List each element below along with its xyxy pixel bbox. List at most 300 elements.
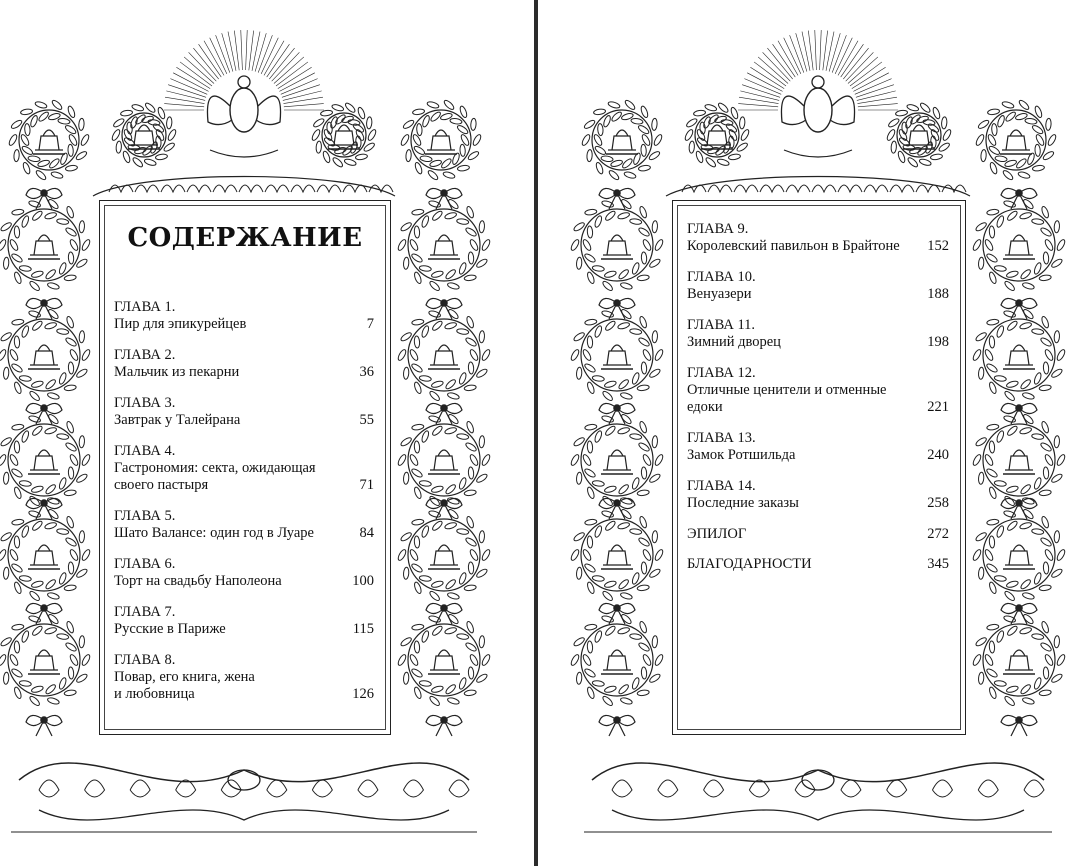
sunburst-ray [199, 44, 222, 77]
pastry-icon [30, 235, 58, 255]
laurel-leaf [397, 654, 408, 667]
laurel-leaf [457, 165, 470, 172]
laurel-leaf [397, 349, 408, 362]
acanthus-scroll-icon [612, 810, 1024, 820]
sunburst-ray [742, 85, 780, 98]
bow-knot [41, 405, 47, 411]
toc-entry[interactable] [114, 443, 374, 494]
laurel-leaf [51, 171, 64, 180]
toc-entry[interactable] [687, 317, 949, 351]
laurel-leaf [56, 218, 69, 225]
wreath-ring [8, 209, 80, 281]
laurel-leaf [641, 562, 647, 574]
laurel-leaf [891, 141, 897, 153]
laurel-leaf [604, 580, 617, 589]
laurel-leaf [403, 257, 409, 269]
laurel-leaf [11, 424, 24, 431]
laurel-leaf [981, 149, 987, 161]
laurel-leaf [972, 654, 983, 667]
wreath-ring [581, 424, 653, 496]
bow-knot [614, 405, 620, 411]
laurel-leaf [604, 685, 617, 694]
sunburst-ray [852, 67, 886, 88]
laurel-leaf [344, 102, 356, 114]
page-number: 221 [927, 399, 949, 415]
laurel-leaf [468, 667, 474, 679]
wreath-ring [983, 424, 1055, 496]
laurel-leaf [11, 519, 24, 526]
laurel-leaf [31, 485, 44, 494]
acanthus-leaf [612, 780, 632, 797]
laurel-leaf [8, 134, 19, 147]
laurel-leaf [1031, 633, 1044, 640]
pastry-icon [430, 650, 458, 670]
laurel-leaf [593, 108, 606, 115]
laurel-leaf [629, 433, 642, 440]
laurel-leaf [618, 483, 630, 495]
page-number: 258 [927, 495, 949, 511]
laurel-leaf [445, 378, 457, 390]
laurel-leaf [481, 454, 492, 467]
toc-entry[interactable] [687, 221, 949, 255]
laurel-leaf [479, 331, 485, 343]
laurel-leaf [69, 349, 80, 362]
laurel-leaf [654, 549, 665, 562]
acanthus-scroll-icon [786, 185, 810, 192]
laurel-leaf [1035, 144, 1041, 156]
pastry-icon [30, 650, 58, 670]
laurel-leaf [581, 134, 592, 147]
laurel-leaf [1031, 528, 1044, 535]
laurel-leaf [447, 697, 460, 706]
laurel-leaf [601, 390, 613, 402]
laurel-leaf [610, 111, 622, 123]
laurel-leaf [989, 226, 995, 238]
laurel-leaf [1043, 562, 1049, 574]
wreath-ring [983, 319, 1055, 391]
laurel-leaf [601, 310, 614, 319]
laurel-leaf [642, 654, 653, 667]
laurel-leaf [428, 590, 440, 602]
laurel-leaf [930, 153, 943, 160]
bow-knot [614, 300, 620, 306]
laurel-leaf [1043, 252, 1049, 264]
laurel-leaf [19, 375, 32, 382]
laurel-leaf [584, 519, 597, 526]
sunburst-ray [763, 52, 791, 81]
chapter-label: ГЛАВА 13. [687, 430, 756, 446]
laurel-leaf [429, 111, 441, 123]
chapter-title: Мальчик из пекарни [114, 364, 240, 380]
bow-knot [614, 717, 620, 723]
laurel-leaf [479, 636, 485, 648]
laurel-leaf [166, 117, 172, 129]
toc-entry[interactable] [114, 604, 374, 638]
laurel-leaf [65, 165, 78, 172]
laurel-leaf [120, 110, 133, 117]
acanthus-scroll-icon [187, 185, 211, 192]
acanthus-leaf [221, 780, 241, 797]
acanthus-leaf [449, 780, 469, 797]
toc-entry[interactable] [114, 347, 374, 381]
laurel-leaf [601, 510, 614, 519]
laurel-leaf [652, 531, 658, 543]
laurel-leaf [1003, 280, 1015, 292]
laurel-leaf [411, 624, 424, 631]
sunburst-ray [857, 91, 896, 101]
laurel-leaf [19, 265, 32, 272]
sunburst-ray [835, 38, 852, 74]
laurel-leaf [587, 536, 593, 548]
wreath-ring [581, 624, 653, 696]
laurel-leaf [1003, 590, 1015, 602]
eagle-icon [230, 88, 258, 132]
toc-entry[interactable] [114, 508, 374, 542]
laurel-leaf [624, 99, 636, 111]
laurel-leaf [617, 321, 630, 330]
chapter-title-line1: Гастрономия: секта, ожидающая [114, 460, 316, 476]
laurel-leaf [617, 211, 630, 220]
toc-entry-acknowledgements[interactable] [687, 556, 949, 573]
acanthus-scroll-icon [265, 185, 289, 192]
bow-knot [1016, 300, 1022, 306]
bow-knot [614, 190, 620, 196]
laurel-leaf [986, 519, 999, 526]
laurel-branch [210, 150, 278, 157]
laurel-leaf [56, 433, 69, 440]
sunburst-ray [204, 41, 224, 76]
laurel-leaf [68, 252, 74, 264]
laurel-leaf [431, 685, 444, 694]
laurel-leaf [68, 362, 74, 374]
laurel-leaf [31, 210, 43, 222]
laurel-leaf [621, 157, 633, 169]
laurel-leaf [431, 580, 444, 589]
pastry-icon [603, 545, 631, 565]
toc-entry[interactable] [687, 478, 949, 512]
laurel-leaf [431, 320, 443, 332]
laurel-leaf [28, 310, 41, 319]
sunburst-ray [856, 85, 894, 98]
laurel-leaf [1031, 218, 1044, 225]
acanthus-leaf [267, 780, 287, 797]
sunburst-ray [754, 62, 786, 86]
pastry-icon [603, 650, 631, 670]
laurel-leaf [620, 697, 633, 706]
wreath-ring [8, 624, 80, 696]
laurel-leaf [68, 667, 74, 679]
laurel-leaf [31, 380, 44, 389]
chapter-label: ГЛАВА 2. [114, 347, 176, 363]
chapter-title: Королевский павильон в Брайтоне [687, 238, 900, 254]
laurel-leaf [1020, 683, 1032, 695]
laurel-leaf [460, 144, 466, 156]
sunburst-ray [773, 44, 796, 77]
laurel-leaf [1020, 483, 1032, 495]
chapter-label: ГЛАВА 10. [687, 269, 756, 285]
laurel-leaf [1045, 118, 1051, 130]
toc-entry[interactable] [114, 395, 374, 429]
laurel-leaf [617, 521, 630, 530]
laurel-leaf [481, 549, 492, 562]
wreath-ring [983, 519, 1055, 591]
laurel-leaf [1020, 578, 1032, 590]
laurel-leaf [444, 211, 457, 220]
laurel-leaf [1003, 310, 1016, 319]
laurel-leaf [654, 654, 665, 667]
laurel-leaf [604, 425, 616, 437]
laurel-leaf [20, 108, 33, 115]
laurel-leaf [642, 454, 653, 467]
page-number: 7 [366, 316, 374, 332]
laurel-leaf [419, 265, 432, 272]
bow-knot [1016, 405, 1022, 411]
laurel-leaf [570, 349, 581, 362]
pastry-icon [30, 450, 58, 470]
sunburst-ray [283, 91, 322, 101]
acanthus-leaf [887, 780, 907, 797]
laurel-leaf [19, 680, 32, 687]
wreath-ring [8, 424, 80, 496]
sunburst-ray [252, 32, 260, 71]
acanthus-scroll-icon [708, 185, 732, 192]
sunburst-ray [164, 104, 204, 107]
laurel-leaf [45, 578, 57, 590]
laurel-leaf [443, 171, 456, 180]
acanthus-leaf [658, 780, 678, 797]
toc-entry[interactable] [114, 299, 374, 333]
toc-entry[interactable] [114, 652, 374, 703]
laurel-leaf [332, 156, 344, 168]
laurel-leaf [1054, 331, 1060, 343]
pastry-icon [603, 450, 631, 470]
laurel-leaf [69, 549, 80, 562]
laurel-leaf [740, 129, 751, 142]
laurel-leaf [995, 155, 1008, 162]
laurel-leaf [986, 624, 999, 631]
toc-entry[interactable] [687, 269, 949, 303]
bow-knot [1016, 500, 1022, 506]
acanthus-leaf [358, 780, 378, 797]
laurel-leaf [470, 118, 476, 130]
laurel-leaf [584, 319, 597, 326]
acanthus-scroll-icon [291, 185, 315, 192]
section-title: БЛАГОДАРНОСТИ [687, 556, 812, 572]
toc-panel [672, 200, 966, 735]
laurel-leaf [629, 328, 642, 335]
sunburst-ray [274, 57, 304, 84]
sunburst-ray [808, 31, 813, 71]
wreath-ring [408, 519, 480, 591]
laurel-leaf [456, 218, 469, 225]
laurel-leaf [907, 156, 919, 168]
pastry-icon [1005, 450, 1033, 470]
laurel-leaf [582, 654, 593, 667]
laurel-leaf [28, 155, 41, 162]
page-number: 84 [359, 525, 374, 541]
chapter-title-line1: Отличные ценители и отменные [687, 382, 887, 398]
laurel-leaf [592, 680, 605, 687]
laurel-leaf [587, 441, 593, 453]
laurel-leaf [3, 367, 9, 379]
eagle-icon [804, 88, 832, 132]
laurel-leaf [984, 454, 995, 467]
laurel-leaf [79, 436, 85, 448]
bow-knot [441, 605, 447, 611]
laurel-leaf [479, 531, 485, 543]
acanthus-leaf [403, 780, 423, 797]
laurel-leaf [1031, 433, 1044, 440]
laurel-leaf [431, 485, 444, 494]
bow-knot [41, 190, 47, 196]
laurel-leaf [479, 221, 485, 233]
laurel-branch [784, 150, 852, 157]
acanthus-scroll-icon [213, 185, 237, 192]
toc-entry-epilogue[interactable] [687, 526, 949, 543]
toc-entry[interactable] [687, 365, 949, 416]
bow-knot [1016, 605, 1022, 611]
laurel-leaf [447, 392, 460, 401]
toc-panel [99, 200, 391, 735]
laurel-leaf [411, 424, 424, 431]
laurel-leaf [31, 625, 43, 637]
pastry-icon [30, 345, 58, 365]
pastry-icon [603, 345, 631, 365]
laurel-leaf [601, 615, 614, 624]
laurel-leaf [582, 454, 593, 467]
laurel-leaf [79, 331, 85, 343]
laurel-leaf [412, 108, 425, 115]
chapter-title: Завтрак у Талейрана [114, 412, 241, 428]
laurel-leaf [51, 99, 63, 111]
laurel-leaf [1031, 328, 1044, 335]
laurel-leaf [641, 252, 647, 264]
laurel-leaf [0, 549, 7, 562]
right-page [538, 0, 1075, 866]
laurel-leaf [44, 626, 57, 635]
laurel-leaf [45, 483, 57, 495]
laurel-leaf [79, 531, 85, 543]
sunburst-ray [165, 97, 204, 103]
laurel-leaf [601, 155, 614, 162]
wreath-ring [983, 209, 1055, 281]
laurel-leaf [397, 454, 408, 467]
laurel-leaf [1006, 210, 1018, 222]
acanthus-leaf [932, 780, 952, 797]
pastry-icon [1002, 130, 1030, 150]
laurel-leaf [1054, 436, 1060, 448]
laurel-leaf [45, 268, 57, 280]
laurel-leaf [1047, 134, 1058, 147]
sunburst-ray [848, 57, 878, 84]
laurel-leaf [576, 472, 582, 484]
laurel-leaf [1022, 592, 1035, 601]
laurel-leaf [419, 375, 432, 382]
laurel-leaf [47, 592, 60, 601]
laurel-leaf [584, 209, 597, 216]
laurel-leaf [652, 636, 658, 648]
laurel-leaf [14, 149, 20, 161]
laurel-leaf [28, 615, 41, 624]
laurel-leaf [69, 654, 80, 667]
sunburst-ray [823, 31, 828, 71]
toc-entry[interactable] [687, 430, 949, 464]
laurel-leaf [144, 158, 157, 167]
pastry-icon [430, 345, 458, 365]
sunburst-ray [784, 38, 801, 74]
laurel-leaf [994, 680, 1007, 687]
laurel-leaf [984, 349, 995, 362]
sunburst-ray [283, 97, 322, 103]
bow-knot [1016, 717, 1022, 723]
laurel-leaf [469, 239, 480, 252]
sunburst-ray [282, 85, 320, 98]
laurel-leaf [637, 384, 650, 391]
laurel-leaf [445, 268, 457, 280]
laurel-leaf [1044, 549, 1055, 562]
laurel-leaf [570, 239, 581, 252]
laurel-leaf [886, 129, 897, 142]
laurel-leaf [144, 102, 156, 114]
laurel-leaf [570, 454, 581, 467]
laurel-leaf [717, 102, 729, 114]
laurel-leaf [35, 169, 47, 181]
laurel-leaf [81, 654, 92, 667]
laurel-leaf [617, 626, 630, 635]
sunburst-ray [850, 62, 882, 86]
wreath-ring [581, 319, 653, 391]
sunburst-ray [750, 67, 784, 88]
laurel-leaf [1002, 169, 1014, 181]
laurel-leaf [14, 441, 20, 453]
laurel-leaf [469, 454, 480, 467]
sunburst-ray [261, 38, 278, 74]
laurel-leaf [3, 472, 9, 484]
laurel-leaf [1043, 362, 1049, 374]
eagle-head [238, 76, 250, 88]
laurel-leaf [428, 415, 441, 424]
pastry-icon [1005, 545, 1033, 565]
laurel-leaf [431, 520, 443, 532]
laurel-leaf [14, 336, 20, 348]
laurel-leaf [592, 575, 605, 582]
laurel-leaf [9, 549, 20, 562]
toc-entry[interactable] [114, 556, 374, 590]
laurel-leaf [316, 141, 322, 153]
laurel-leaf [9, 454, 20, 467]
laurel-leaf [0, 239, 7, 252]
pastry-icon [1005, 650, 1033, 670]
sunburst-ray [820, 30, 822, 70]
chapter-label: ГЛАВА 9. [687, 221, 749, 237]
laurel-leaf [444, 626, 457, 635]
laurel-leaf [3, 257, 9, 269]
laurel-leaf [0, 654, 7, 667]
page-number: 55 [359, 412, 374, 428]
laurel-leaf [14, 641, 20, 653]
laurel-leaf [440, 157, 452, 169]
laurel-leaf [608, 169, 620, 181]
laurel-leaf [468, 562, 474, 574]
laurel-leaf [456, 528, 469, 535]
sunburst-ray [241, 30, 243, 70]
acanthus-scroll-icon [239, 185, 263, 192]
laurel-leaf [620, 592, 633, 601]
laurel-leaf [44, 321, 57, 330]
laurel-leaf [652, 331, 658, 343]
laurel-leaf [717, 158, 730, 167]
laurel-leaf [576, 257, 582, 269]
